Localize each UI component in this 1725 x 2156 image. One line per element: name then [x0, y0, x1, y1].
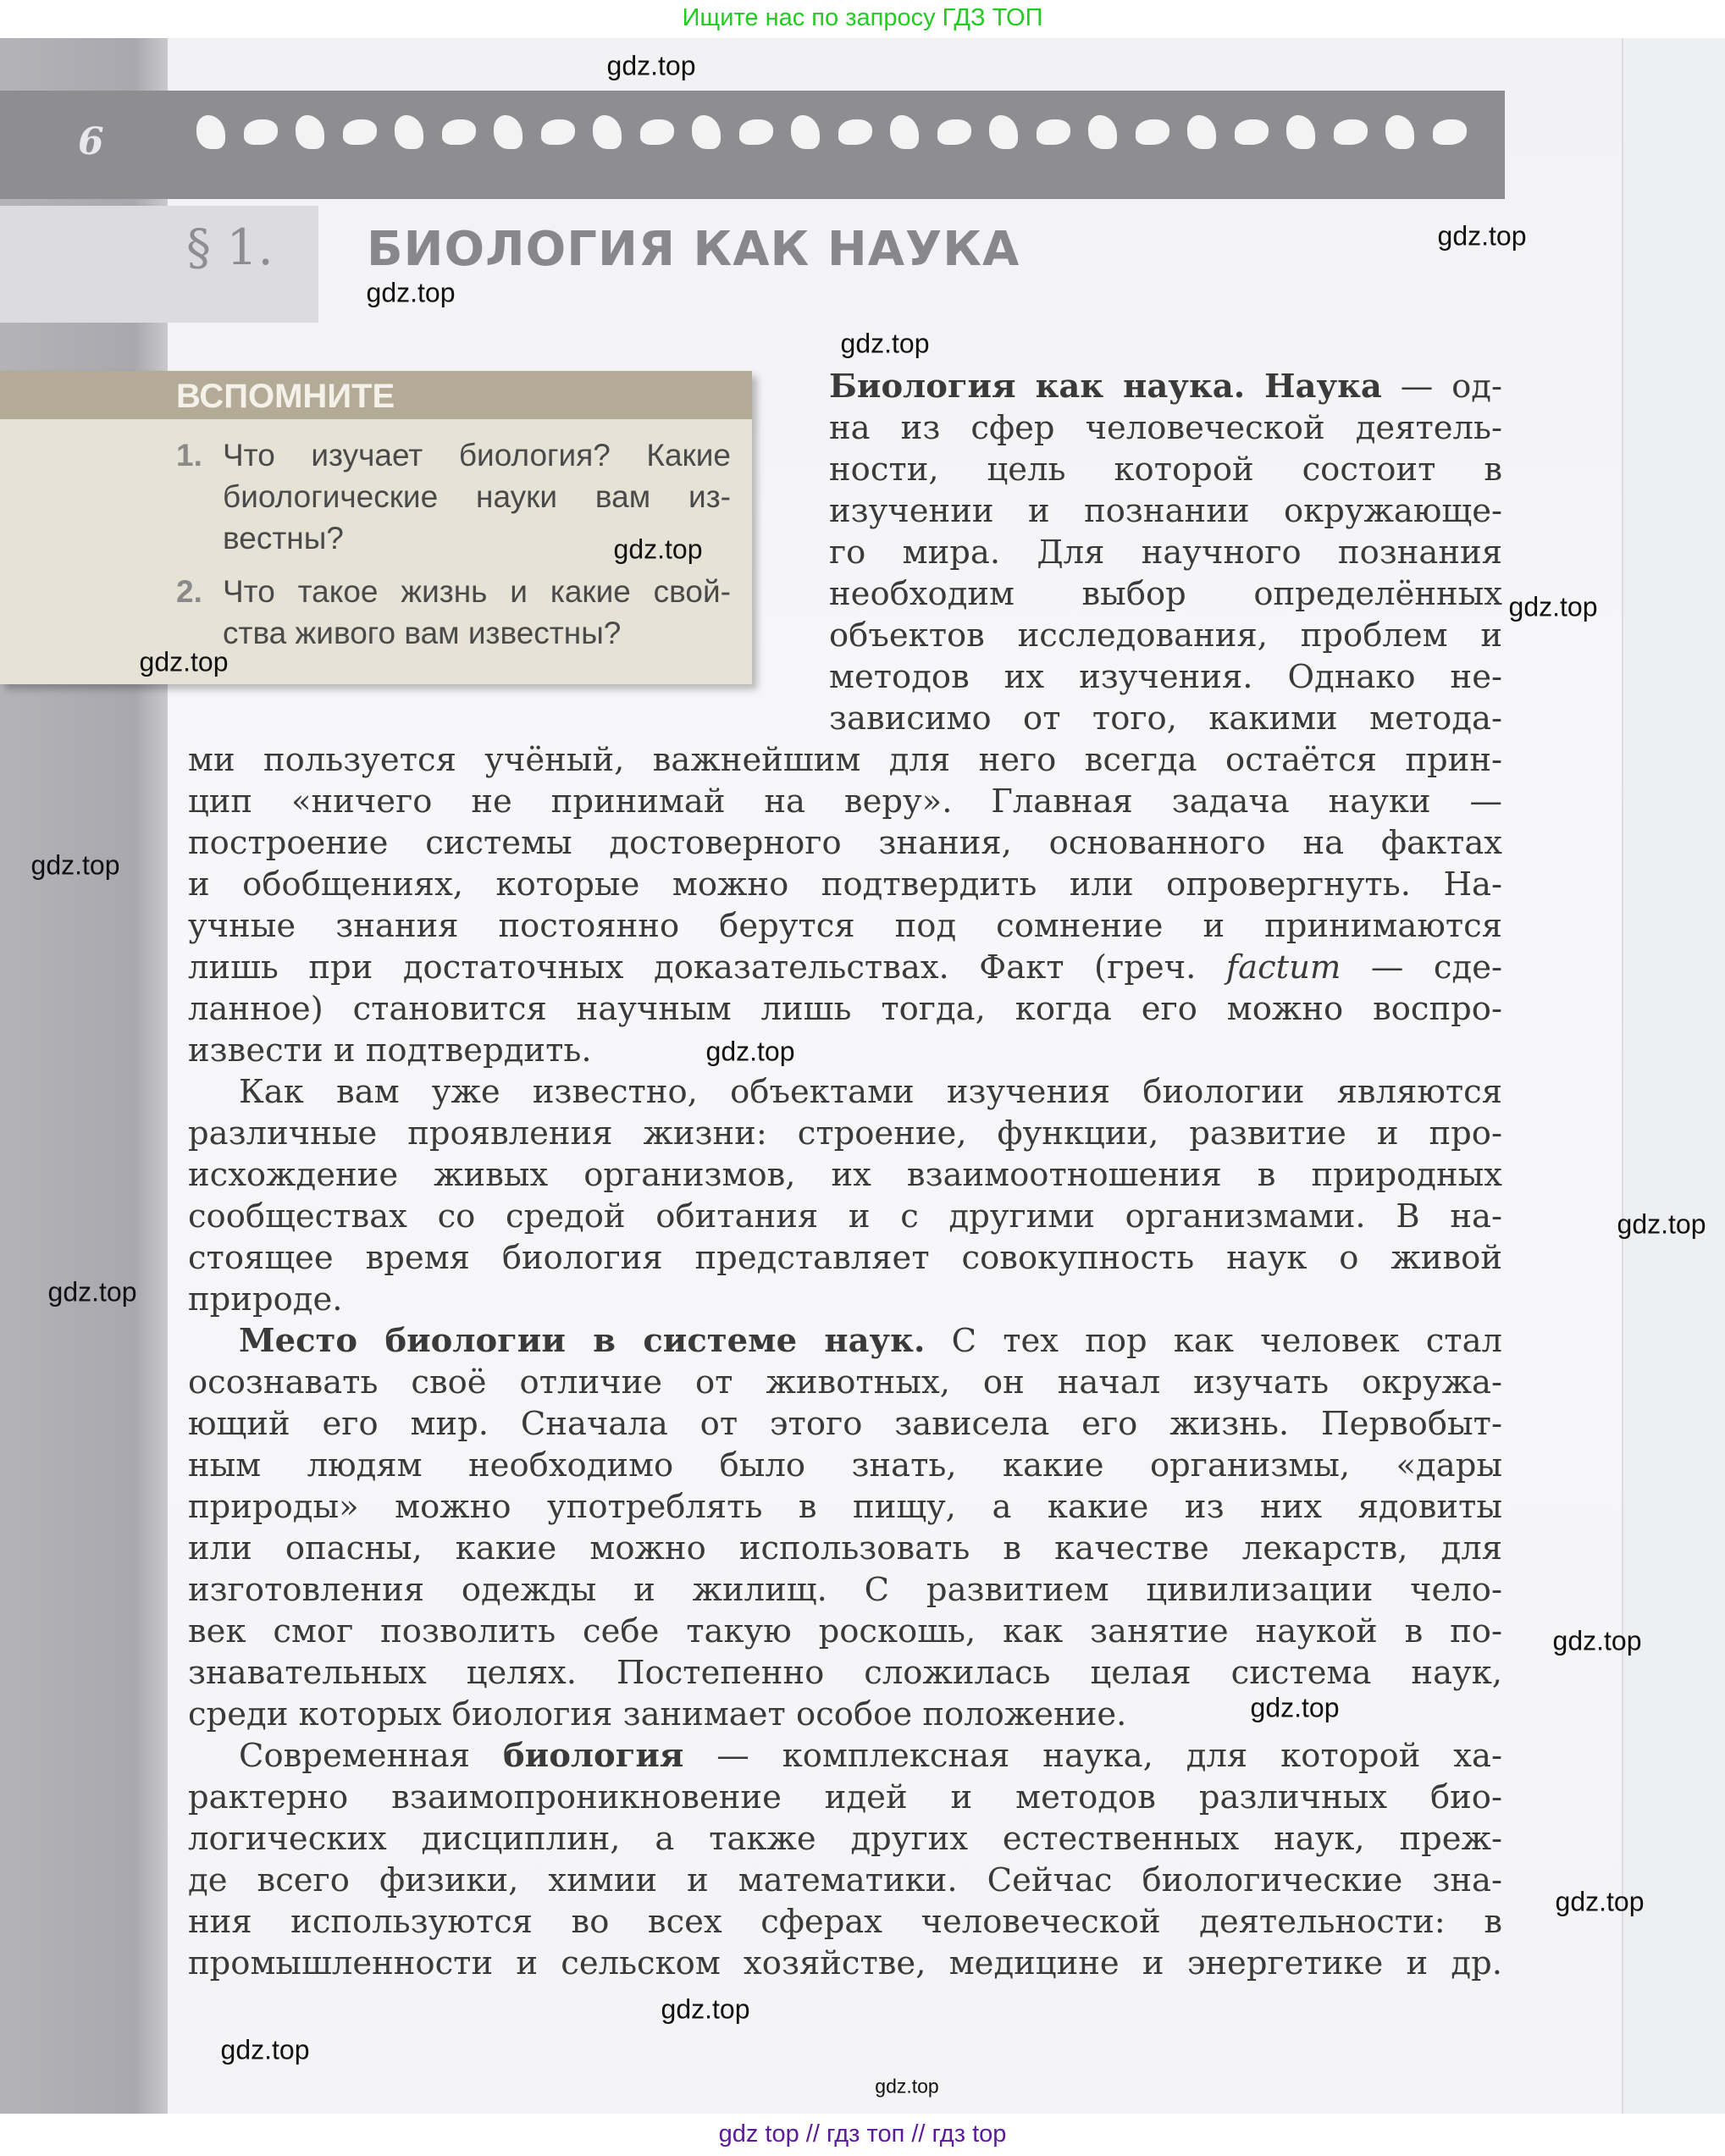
- text-line: [188, 1403, 1502, 1445]
- text-segment: логических дисциплин, а также других естественных наук, преж-: [188, 1820, 1502, 1858]
- text-line: [829, 615, 1502, 656]
- text-segment: природы» можно употреблять в пищу, а какие из них ядовиты: [188, 1488, 1502, 1526]
- text-line: [188, 1528, 1502, 1569]
- animal-silhouette-icon: [640, 119, 674, 145]
- animal-silhouette-icon: [692, 115, 721, 149]
- watermark: gdz.top: [1617, 1208, 1706, 1240]
- top-banner[interactable]: Ищите нас по запросу ГДЗ ТОП: [0, 0, 1725, 38]
- recall-title: ВСПОМНИТЕ: [176, 378, 395, 415]
- animal-silhouettes-row: [196, 108, 1467, 156]
- watermark: gdz.top: [220, 2034, 310, 2065]
- text-line: [188, 1943, 1502, 1984]
- animal-silhouette-icon: [1037, 119, 1070, 145]
- animal-silhouette-icon: [1286, 115, 1315, 149]
- animal-silhouette-icon: [1385, 115, 1414, 149]
- text-segment: знавательных целях. Постепенно сложилась целая система наук,: [188, 1654, 1502, 1692]
- text-line: [188, 1818, 1502, 1860]
- text-line: [188, 905, 1502, 947]
- bottom-banner[interactable]: gdz top // гдз топ // гдз top: [0, 2114, 1725, 2156]
- text-segment: природе.: [188, 1280, 343, 1318]
- text-segment: сообществах со средой обитания и с другими организмами. В на-: [188, 1197, 1502, 1236]
- text-segment: различные проявления жизни: строение, функции, развитие и про-: [188, 1114, 1502, 1153]
- text-line: [188, 1569, 1502, 1611]
- animal-silhouette-icon: [1187, 115, 1216, 149]
- text-line: [829, 366, 1502, 407]
- text-line: [829, 407, 1502, 449]
- animal-silhouette-icon: [989, 115, 1018, 149]
- animal-silhouette-icon: [343, 119, 377, 145]
- animal-silhouette-icon: [1235, 119, 1269, 145]
- text-segment: век смог позволить себе такую роскошь, как занятие наукой в по-: [188, 1612, 1502, 1650]
- watermark: gdz.top: [366, 277, 456, 308]
- text-line: [188, 1320, 1502, 1362]
- question-line: ства живого вам известны?: [223, 616, 622, 650]
- text-line: [188, 1486, 1502, 1528]
- watermark: gdz.top: [1437, 220, 1527, 252]
- text-line: [188, 1237, 1502, 1279]
- animal-silhouette-icon: [1088, 115, 1117, 149]
- watermark: gdz.top: [705, 1036, 795, 1067]
- text-line: [188, 1860, 1502, 1901]
- text-line: [188, 1071, 1502, 1113]
- text-segment: — комплексная наука, для которой ха-: [683, 1737, 1502, 1775]
- watermark: gdz.top: [30, 849, 120, 881]
- question-line: биологические науки вам из-: [223, 479, 731, 514]
- watermark: gdz.top: [661, 1993, 750, 2025]
- text-line: [188, 864, 1502, 905]
- animal-silhouette-icon: [1433, 119, 1467, 145]
- text-line: [829, 532, 1502, 573]
- text-segment: Современная: [239, 1737, 503, 1775]
- animal-silhouette-icon: [1334, 119, 1368, 145]
- text-segment: зависимо от того, какими метода-: [829, 699, 1502, 738]
- question-line: вестны?: [223, 521, 344, 556]
- animal-silhouette-icon: [541, 119, 575, 145]
- animal-silhouette-icon: [442, 119, 476, 145]
- text-line: [188, 1279, 1502, 1320]
- animal-silhouette-icon: [791, 115, 820, 149]
- text-line: [188, 1735, 1502, 1777]
- bold-term: биология: [502, 1737, 684, 1775]
- text-segment: ности, цель которой состоит в: [829, 451, 1502, 489]
- text-line: [188, 1362, 1502, 1403]
- animal-silhouette-icon: [838, 119, 872, 145]
- watermark: gdz.top: [47, 1276, 137, 1307]
- text-line: [188, 739, 1502, 781]
- text-segment: объектов исследования, проблем и: [829, 616, 1502, 655]
- animal-silhouette-icon: [937, 119, 971, 145]
- text-segment: ланное) становится научным лишь тогда, когда его можно воспро-: [188, 990, 1502, 1028]
- text-line: [188, 1154, 1502, 1196]
- text-line: [188, 1652, 1502, 1694]
- text-segment: и обобщениях, которые можно подтвердить или опровергнуть. На-: [188, 865, 1502, 904]
- animal-silhouette-icon: [196, 115, 225, 149]
- watermark: gdz.top: [606, 50, 696, 81]
- text-line: [829, 656, 1502, 698]
- text-segment: — сде-: [1341, 948, 1502, 987]
- page-number: 6: [78, 120, 104, 163]
- recall-header: [0, 371, 752, 419]
- watermark: gdz.top: [1555, 1886, 1645, 1917]
- question-number: 2.: [176, 574, 202, 609]
- text-segment: изучении и познании окружающе-: [829, 492, 1502, 530]
- animal-silhouette-icon: [296, 115, 324, 149]
- text-line: [188, 1196, 1502, 1237]
- text-line: [188, 781, 1502, 822]
- watermark: gdz.top: [1508, 591, 1598, 622]
- text-line: [188, 947, 1502, 988]
- text-segment: стоящее время биология представляет совокупность наук о живой: [188, 1239, 1502, 1277]
- animal-silhouette-icon: [494, 115, 522, 149]
- text-segment: извести и подтвердить.: [188, 1031, 592, 1070]
- intro-column: [829, 366, 1502, 739]
- text-segment: — од-: [1381, 368, 1502, 406]
- text-segment: на из сфер человеческой деятель-: [829, 409, 1502, 447]
- text-line: [188, 1030, 1502, 1071]
- text-line: [188, 1777, 1502, 1818]
- text-segment: ным людям необходимо было знать, какие организмы, «дары: [188, 1446, 1502, 1484]
- animal-silhouette-icon: [244, 119, 278, 145]
- question-line: Что такое жизнь и какие свой-: [223, 574, 731, 609]
- watermark: gdz.top: [613, 533, 703, 565]
- recall-question: [176, 571, 731, 654]
- text-line: [188, 988, 1502, 1030]
- question-line: Что изучает биология? Какие: [223, 438, 731, 473]
- text-segment: ми пользуется учёный, важнейшим для него всегда остаётся прин-: [188, 741, 1502, 779]
- section-title: БИОЛОГИЯ КАК НАУКА: [367, 222, 1020, 277]
- right-margin-strip: [1622, 38, 1725, 2114]
- text-line: [188, 822, 1502, 864]
- text-line: [829, 449, 1502, 490]
- animal-silhouette-icon: [890, 115, 919, 149]
- text-line: [188, 1611, 1502, 1652]
- watermark: gdz.top: [840, 328, 930, 359]
- text-segment: методов их изучения. Однако не-: [829, 658, 1502, 696]
- text-segment: лишь при достаточных доказательствах. Факт (греч.: [188, 948, 1226, 987]
- text-segment: построение системы достоверного знания, основанного на фактах: [188, 824, 1502, 862]
- text-segment: ющий его мир. Сначала от этого зависела его жизнь. Первобыт-: [188, 1405, 1502, 1443]
- text-segment: Как вам уже известно, объектами изучения биологии являются: [239, 1073, 1502, 1111]
- text-line: [829, 573, 1502, 615]
- text-segment: промышленности и сельском хозяйстве, медицине и энергетике и др.: [188, 1944, 1502, 1982]
- watermark: gdz.top: [1552, 1625, 1642, 1656]
- bold-term: Биология как наука. Наука: [829, 368, 1382, 406]
- text-segment: осознавать своё отличие от животных, он начал изучать окружа-: [188, 1363, 1502, 1401]
- text-line: [829, 490, 1502, 532]
- text-segment: рактерно взаимопроникновение идей и методов различных био-: [188, 1778, 1502, 1816]
- text-segment: ния используются во всех сферах человеческой деятельности: в: [188, 1903, 1502, 1941]
- section-number: § 1.: [186, 218, 274, 276]
- watermark: gdz.top: [875, 2075, 939, 2098]
- watermark: gdz.top: [139, 646, 229, 677]
- text-segment: исхождение живых организмов, их взаимоотношения в природных: [188, 1156, 1502, 1194]
- watermark: gdz.top: [1250, 1692, 1340, 1723]
- text-segment: среди которых биология занимает особое положение.: [188, 1695, 1127, 1733]
- text-segment: необходим выбор определённых: [829, 575, 1502, 613]
- animal-silhouette-icon: [1136, 119, 1169, 145]
- animal-silhouette-icon: [739, 119, 773, 145]
- left-margin-strip: [0, 38, 168, 2114]
- animal-silhouette-icon: [593, 115, 622, 149]
- animal-silhouette-icon: [395, 115, 423, 149]
- text-line: [188, 1445, 1502, 1486]
- text-segment: изготовления одежды и жилищ. С развитием цивилизации чело-: [188, 1571, 1502, 1609]
- text-segment: учные знания постоянно берутся под сомнение и принимаются: [188, 907, 1502, 945]
- text-segment: С тех пор как человек стал: [925, 1322, 1502, 1360]
- text-line: [188, 1901, 1502, 1943]
- text-segment: или опасны, какие можно использовать в качестве лекарств, для: [188, 1529, 1502, 1567]
- bold-term: Место биологии в системе наук.: [239, 1322, 926, 1360]
- text-line: [188, 1113, 1502, 1154]
- text-line: [829, 698, 1502, 739]
- italic-term: factum: [1225, 948, 1341, 987]
- text-segment: цип «ничего не принимай на веру». Главная задача науки —: [188, 782, 1502, 821]
- text-segment: го мира. Для научного познания: [829, 533, 1502, 572]
- text-segment: де всего физики, химии и математики. Сейчас биологические зна-: [188, 1861, 1502, 1899]
- question-number: 1.: [176, 438, 202, 473]
- body-text: [188, 739, 1502, 1984]
